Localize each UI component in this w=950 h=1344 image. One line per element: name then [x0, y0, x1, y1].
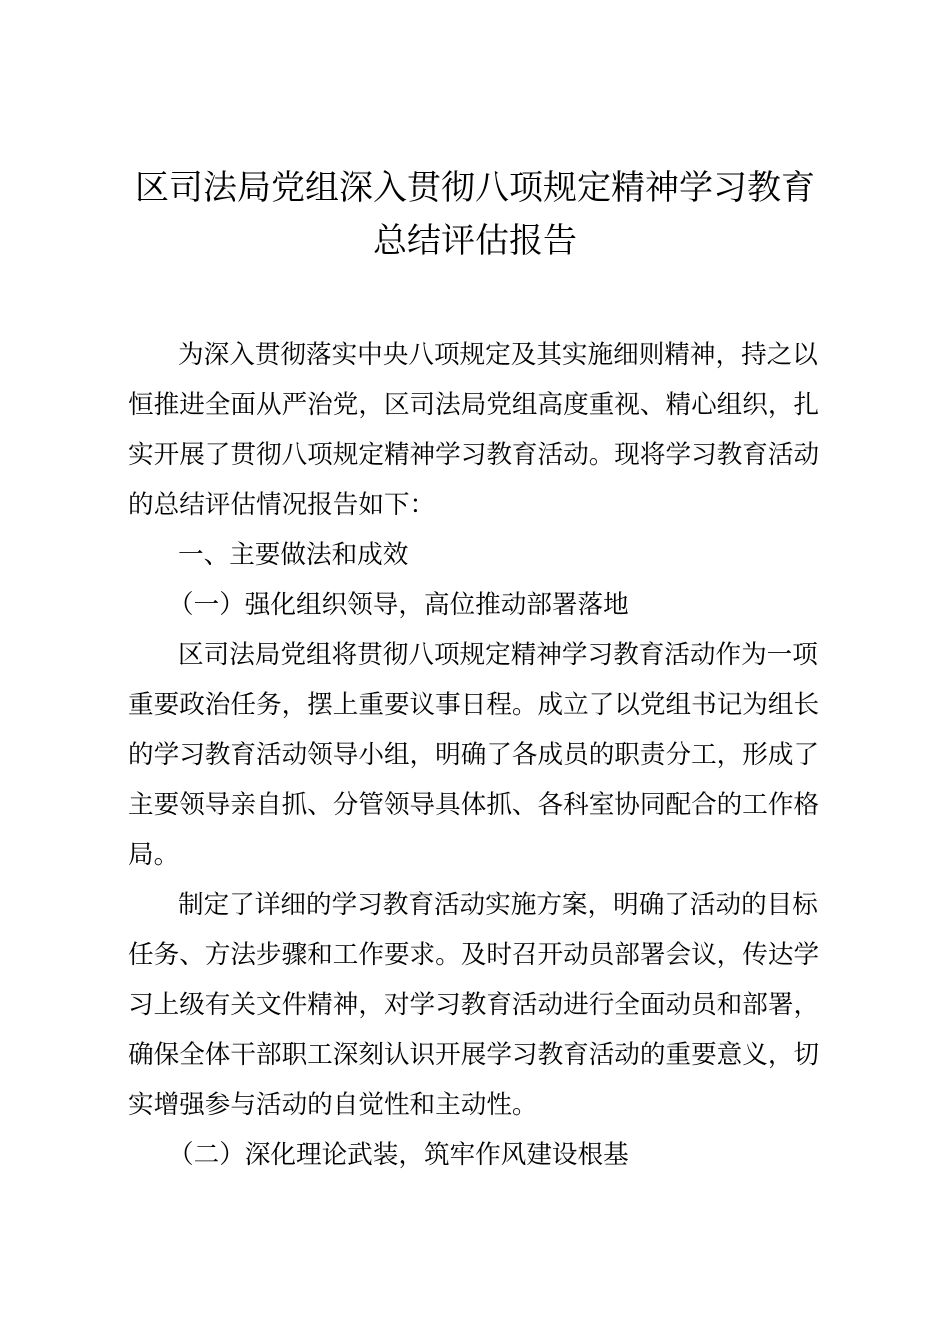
- paragraph-2-line-1: 制定了详细的学习教育活动实施方案，明确了活动的目标: [178, 890, 818, 920]
- paragraph-2-line-5: 实增强参与活动的自觉性和主动性。: [128, 1090, 538, 1120]
- subsection-1-heading: （一）强化组织领导，高位推动部署落地: [168, 590, 629, 620]
- paragraph-1-line-1: 区司法局党组将贯彻八项规定精神学习教育活动作为一项: [178, 640, 818, 670]
- paragraph-2-line-3: 习上级有关文件精神，对学习教育活动进行全面动员和部署，: [128, 990, 820, 1020]
- intro-line-4: 的总结评估情况报告如下：: [128, 490, 436, 520]
- intro-line-1: 为深入贯彻落实中央八项规定及其实施细则精神，持之以: [178, 340, 818, 370]
- paragraph-1-line-2: 重要政治任务，摆上重要议事日程。成立了以党组书记为组长: [128, 690, 820, 720]
- document-title-line-2: 总结评估报告: [373, 221, 577, 261]
- intro-line-2: 恒推进全面从严治党，区司法局党组高度重视、精心组织，扎: [128, 390, 820, 420]
- section-1-heading: 一、主要做法和成效: [178, 540, 409, 570]
- paragraph-2-line-4: 确保全体干部职工深刻认识开展学习教育活动的重要意义，切: [128, 1040, 820, 1070]
- intro-line-3: 实开展了贯彻八项规定精神学习教育活动。现将学习教育活动: [128, 440, 820, 470]
- paragraph-2-line-2: 任务、方法步骤和工作要求。及时召开动员部署会议，传达学: [128, 940, 820, 970]
- subsection-2-heading: （二）深化理论武装，筑牢作风建设根基: [168, 1140, 629, 1170]
- paragraph-1-line-3: 的学习教育活动领导小组，明确了各成员的职责分工，形成了: [128, 740, 820, 770]
- paragraph-1-line-4: 主要领导亲自抓、分管领导具体抓、各科室协同配合的工作格: [128, 790, 820, 820]
- paragraph-1-line-5: 局。: [128, 840, 180, 870]
- document-title-line-1: 区司法局党组深入贯彻八项规定精神学习教育: [135, 168, 815, 208]
